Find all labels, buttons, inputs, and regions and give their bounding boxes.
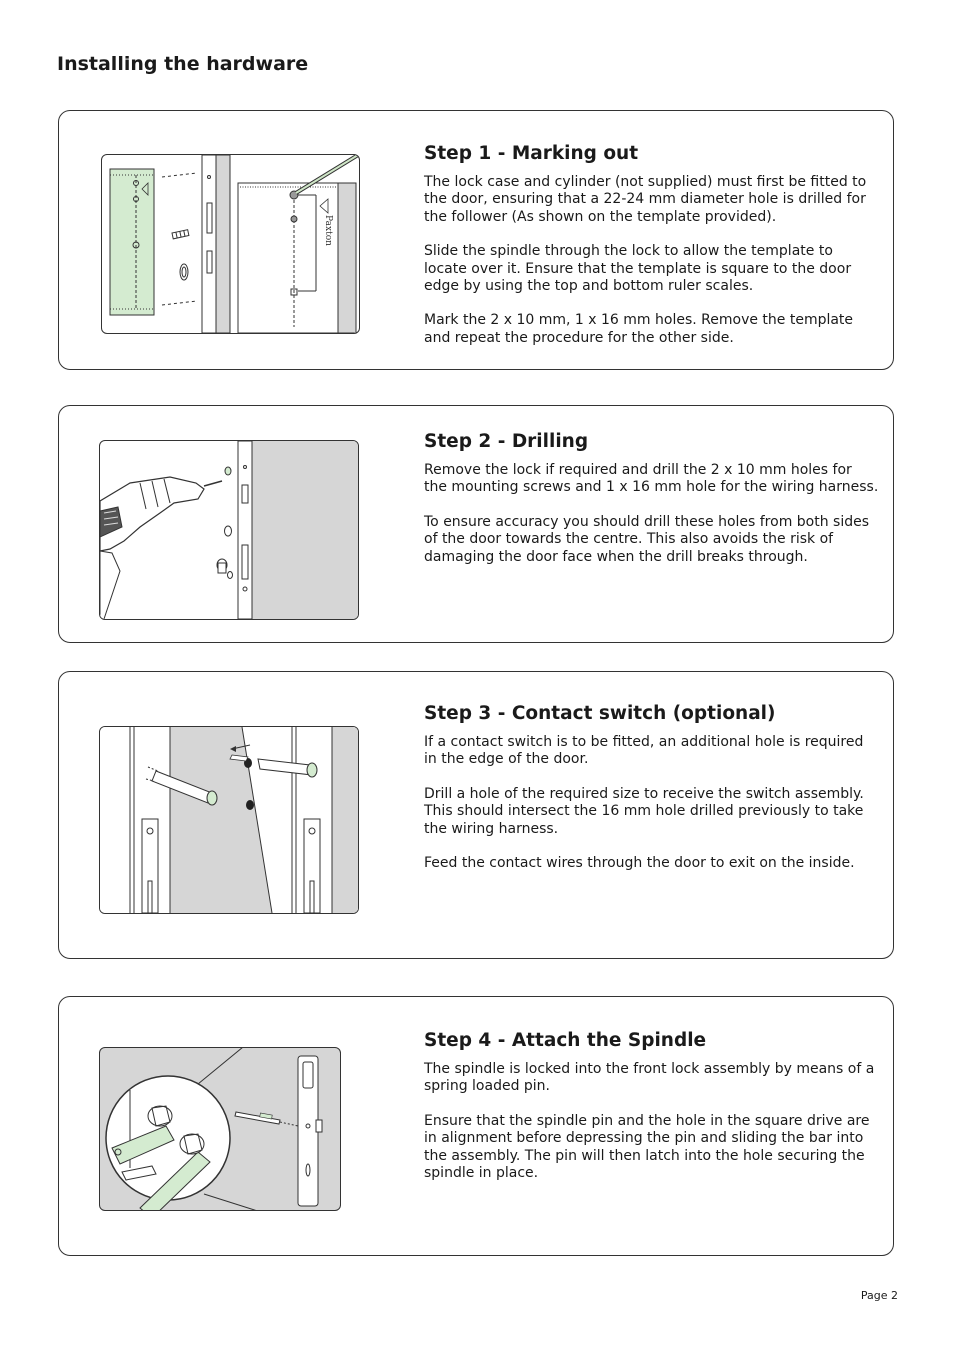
step-4-illustration (99, 1047, 341, 1211)
step-1-paragraph-1: The lock case and cylinder (not supplied) must first be fitted to the door, ensuring that a 22-24 mm diameter hole is drilled for the follower (As shown on the template provided). (424, 174, 867, 225)
step-3-illustration (99, 726, 359, 914)
step-1-text (424, 143, 879, 364)
step-1-heading: Step 1 - Marking out (424, 143, 639, 164)
step-2-illustration (99, 440, 359, 620)
step-4-text (424, 1030, 879, 1199)
step-3-text (424, 703, 879, 889)
step-2-text (424, 431, 879, 583)
step-4-paragraph-1: The spindle is locked into the front lock assembly by means of a spring loaded pin. (424, 1061, 875, 1095)
step-1-paragraph-3: Mark the 2 x 10 mm, 1 x 16 mm holes. Remove the template and repeat the procedure for the other side. (424, 312, 854, 346)
page-number: Page 2 (860, 1289, 898, 1302)
step-1-panel (58, 110, 894, 370)
step-2-paragraph-1: Remove the lock if required and drill the 2 x 10 mm holes for the mounting screws and 1 x 16 mm hole for the wiring harness. (424, 462, 879, 496)
step-3-panel (58, 671, 894, 959)
step-1-illustration (101, 154, 360, 334)
step-3-paragraph-1: If a contact switch is to be fitted, an additional hole is required in the edge of the door. (424, 734, 864, 768)
step-4-heading: Step 4 - Attach the Spindle (424, 1030, 707, 1051)
step-3-heading: Step 3 - Contact switch (optional) (424, 703, 776, 724)
step-1-paragraph-2: Slide the spindle through the lock to allow the template to locate over it. Ensure that the template is square to the door edge by using the top and bottom ruler scales. (424, 243, 852, 295)
paxton-template-label: Paxton (323, 215, 333, 246)
step-2-paragraph-2: To ensure accuracy you should drill these holes from both sides of the door towards the centre. This also avoids the risk of damaging the door face when the drill breaks through. (424, 513, 870, 565)
page-title: Installing the hardware (57, 53, 309, 75)
step-4-panel (58, 996, 894, 1256)
step-3-paragraph-2: Drill a hole of the required size to receive the switch assembly. This should intersect the 16 mm hole drilled previously to take the wiring harness. (424, 785, 864, 837)
step-2-heading: Step 2 - Drilling (424, 431, 589, 452)
step-3-paragraph-3: Feed the contact wires through the door to exit on the inside. (424, 855, 855, 872)
step-4-paragraph-2: Ensure that the spindle pin and the hole in the square drive are in alignment before depressing the pin and sliding the bar into the assembly. The pin will then latch into the hole securing the spindle in place. (424, 1112, 870, 1182)
step-2-panel (58, 405, 894, 643)
